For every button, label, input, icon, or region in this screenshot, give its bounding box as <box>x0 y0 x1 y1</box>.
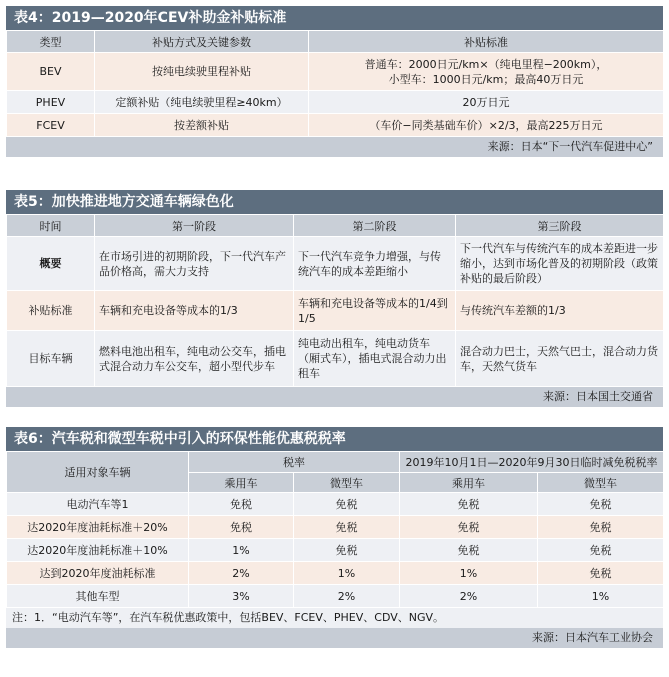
cell-phase-3: 下一代汽车与传统汽车的成本差距进一步缩小，达到市场化普及的初期阶段（政策补贴的最后阶段） <box>456 237 664 291</box>
table-row <box>7 331 664 387</box>
cell-rate: 免税 <box>294 516 400 539</box>
cell-time: 概要 <box>7 237 95 291</box>
cell-phase-1: 在市场引进的初期阶段，下一代汽车产品价格高，需大力支持 <box>95 237 294 291</box>
cell-rate: 免税 <box>400 539 538 562</box>
cell-method: 按纯电续驶里程补贴 <box>95 53 309 91</box>
cell-vehicle: 其他车型 <box>7 585 189 608</box>
cell-time: 目标车辆 <box>7 331 95 387</box>
cell-rate: 3% <box>189 585 294 608</box>
cell-phase-2: 下一代汽车竞争力增强，与传统汽车的成本差距缩小 <box>294 237 456 291</box>
cell-rate: 2% <box>400 585 538 608</box>
cell-standard: （车价−同类基础车价）×2/3，最高225万日元 <box>309 114 664 137</box>
cell-standard: 20万日元 <box>309 91 664 114</box>
cell-rate: 2% <box>294 585 400 608</box>
header-standard: 补贴标准 <box>309 31 664 53</box>
cell-phase-2: 车辆和充电设备等成本的1/4到1/5 <box>294 291 456 331</box>
table-4-source: 来源：日本“下一代汽车促进中心” <box>6 137 663 157</box>
table-row <box>7 291 664 331</box>
table-row <box>7 53 664 91</box>
table-5-source: 来源：日本国土交通省 <box>6 387 663 407</box>
cell-method: 按差额补贴 <box>95 114 309 137</box>
cell-rate: 1% <box>189 539 294 562</box>
table-6 <box>6 427 663 648</box>
cell-standard: 普通车：2000日元/km×（纯电里程−200km）， 小型车：1000日元/km；最高40万日元 <box>309 53 664 91</box>
table-header-row <box>7 31 664 53</box>
table-header-row <box>7 215 664 237</box>
table-6-title: 表6：汽车税和微型车税中引入的环保性能优惠税税率 <box>6 427 663 451</box>
table-4-grid <box>6 30 664 137</box>
cell-type: FCEV <box>7 114 95 137</box>
cell-phase-3: 混合动力巴士，天然气巴士，混合动力货车，天然气货车 <box>456 331 664 387</box>
header-type: 类型 <box>7 31 95 53</box>
cell-vehicle: 电动汽车等1 <box>7 493 189 516</box>
subheader-passenger: 乘用车 <box>189 473 294 493</box>
header-phase-1: 第一阶段 <box>95 215 294 237</box>
subheader-mini: 微型车 <box>294 473 400 493</box>
cell-type: PHEV <box>7 91 95 114</box>
table-5 <box>6 190 663 407</box>
cell-rate: 免税 <box>538 539 664 562</box>
table-row <box>7 493 664 516</box>
cell-phase-3: 与传统汽车差额的1/3 <box>456 291 664 331</box>
table-6-note: 注：1．“电动汽车等”，在汽车税优惠政策中，包括BEV、FCEV、PHEV、CDV、NGV。 <box>6 608 663 628</box>
header-tax-rate: 税率 <box>189 452 400 473</box>
cell-time: 补贴标准 <box>7 291 95 331</box>
table-5-title: 表5：加快推进地方交通车辆绿色化 <box>6 190 663 214</box>
table-row <box>7 114 664 137</box>
table-row <box>7 585 664 608</box>
subheader-passenger: 乘用车 <box>400 473 538 493</box>
header-method: 补贴方式及关键参数 <box>95 31 309 53</box>
table-row <box>7 562 664 585</box>
cell-rate: 2% <box>189 562 294 585</box>
subheader-mini: 微型车 <box>538 473 664 493</box>
table-4-title: 表4：2019—2020年CEV补助金补贴标准 <box>6 6 663 30</box>
table-row <box>7 516 664 539</box>
table-6-grid <box>6 451 664 608</box>
cell-phase-2: 纯电动出租车，纯电动货车（厢式车），插电式混合动力出租车 <box>294 331 456 387</box>
cell-phase-1: 燃料电池出租车，纯电动公交车，插电式混合动力车公交车，超小型代步车 <box>95 331 294 387</box>
header-phase-3: 第三阶段 <box>456 215 664 237</box>
cell-vehicle: 达到2020年度油耗标准 <box>7 562 189 585</box>
cell-rate: 免税 <box>189 493 294 516</box>
header-phase-2: 第二阶段 <box>294 215 456 237</box>
table-5-grid <box>6 214 664 387</box>
table-header-row <box>7 452 664 473</box>
header-vehicle: 适用对象车辆 <box>7 452 189 493</box>
header-time: 时间 <box>7 215 95 237</box>
cell-rate: 免税 <box>400 516 538 539</box>
cell-rate: 免税 <box>400 493 538 516</box>
cell-rate: 免税 <box>294 493 400 516</box>
cell-rate: 1% <box>294 562 400 585</box>
cell-rate: 1% <box>400 562 538 585</box>
cell-rate: 免税 <box>538 493 664 516</box>
cell-rate: 免税 <box>538 562 664 585</box>
table-4 <box>6 6 663 157</box>
cell-method: 定额补贴（纯电续驶里程≥40km） <box>95 91 309 114</box>
cell-vehicle: 达2020年度油耗标准＋10% <box>7 539 189 562</box>
cell-rate: 1% <box>538 585 664 608</box>
table-row <box>7 539 664 562</box>
table-row <box>7 237 664 291</box>
table-6-source: 来源：日本汽车工业协会 <box>6 628 663 648</box>
header-temporary-rate: 2019年10月1日—2020年9月30日临时减免税税率 <box>400 452 664 473</box>
cell-vehicle: 达2020年度油耗标准＋20% <box>7 516 189 539</box>
cell-rate: 免税 <box>538 516 664 539</box>
cell-rate: 免税 <box>189 516 294 539</box>
table-row <box>7 91 664 114</box>
cell-rate: 免税 <box>294 539 400 562</box>
cell-type: BEV <box>7 53 95 91</box>
cell-phase-1: 车辆和充电设备等成本的1/3 <box>95 291 294 331</box>
